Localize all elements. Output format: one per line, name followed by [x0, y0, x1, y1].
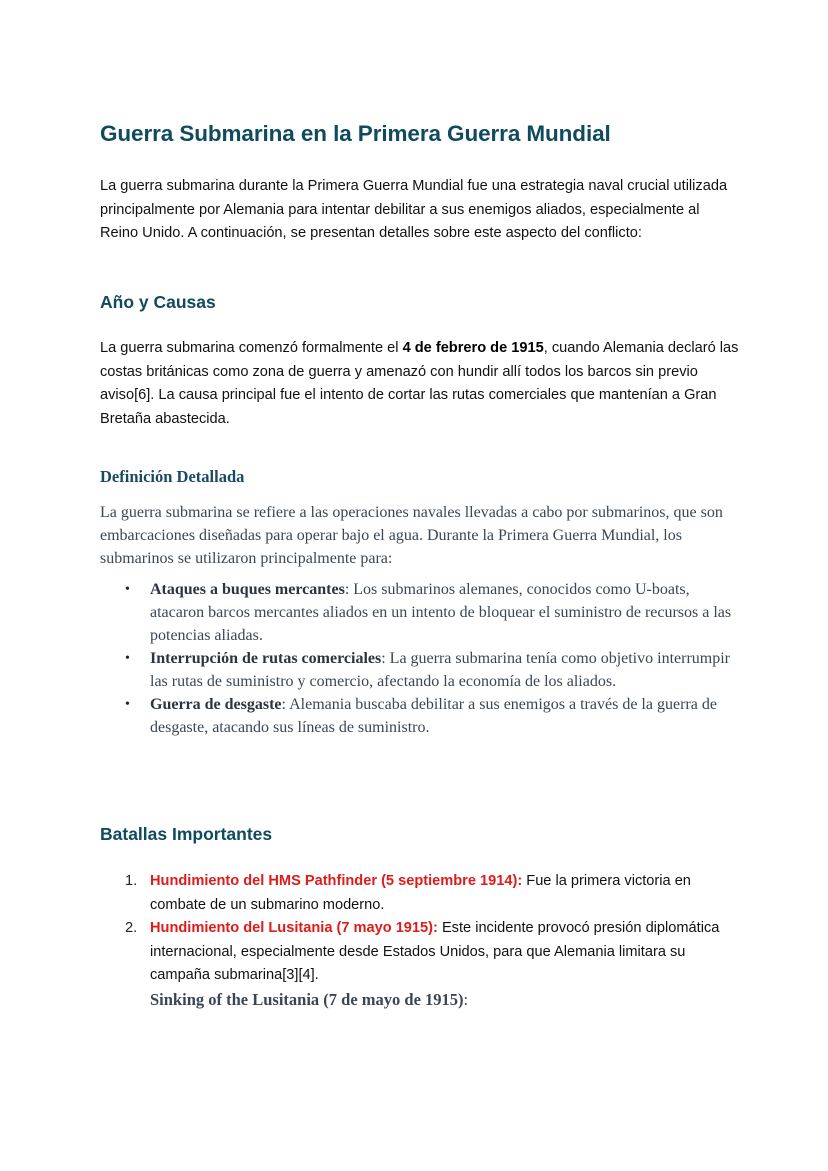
section-heading-causes: Año y Causas [100, 292, 216, 312]
intro-paragraph: La guerra submarina durante la Primera Guerra Mundial fue una estrategia naval crucial utilizada principalmente por Alemania para intentar debilitar a sus enemigos aliados, especialmente al Reino Unido. A continuación, se presentan detalles sobre este aspecto del conflicto: [100, 178, 728, 241]
battle-title: Hundimiento del Lusitania (7 mayo 1915): [150, 920, 438, 936]
list-number: 1. [125, 873, 138, 889]
battle-desc: Este incidente provocó presión diplomática internacional, especialmente desde Estados Unidos, para que Alemania limitara su campaña submarina[3][4]. [150, 920, 720, 983]
bullet-term: Guerra de desgaste [150, 696, 282, 713]
list-item [100, 693, 740, 739]
section-heading-definition: Definición Detallada [100, 467, 245, 486]
document-title: Guerra Submarina en la Primera Guerra Mundial [100, 121, 611, 146]
bullet-icon: • [125, 651, 130, 666]
battle-title: Hundimiento del HMS Pathfinder (5 septiembre 1914): [150, 873, 523, 889]
bullet-icon: • [125, 697, 130, 712]
bullet-term: Interrupción de rutas comerciales [150, 650, 382, 667]
battle-subheading-text: Sinking of the Lusitania (7 de mayo de 1915) [150, 989, 464, 1009]
bullet-icon: • [125, 582, 130, 597]
battle-desc: Fue la primera victoria en combate de un submarino moderno. [150, 873, 691, 913]
battles-numbered-list [100, 870, 740, 1011]
battle-subheading-colon: : [463, 989, 469, 1009]
bullet-desc: : Alemania buscaba debilitar a sus enemigos a través de la guerra de desgaste, atacando sus líneas de suministro. [150, 696, 717, 736]
bullet-desc: : Los submarinos alemanes, conocidos como U-boats, atacaron barcos mercantes aliados en un intento de bloquear el suministro de recursos a las potencias aliadas. [150, 581, 732, 644]
definition-bullet-list [100, 578, 740, 739]
causes-text-before: La guerra submarina comenzó formalmente el [100, 340, 403, 356]
battle-subheading [150, 988, 740, 1011]
causes-text-after: , cuando Alemania declaró las costas británicas como zona de guerra y amenazó con hundir allí todos los barcos sin previo aviso[6]. La causa principal fue el intento de cortar las rutas comerciales que mantenían a Gran Bretaña abastecida. [100, 340, 739, 427]
definition-paragraph: La guerra submarina se refiere a las operaciones navales llevadas a cabo por submarinos, que son embarcaciones diseñadas para operar bajo el agua. Durante la Primera Guerra Mundial, los submarinos se utilizaron principalmente para: [100, 504, 723, 567]
list-item [100, 870, 740, 917]
list-item [100, 647, 740, 693]
bullet-desc: : La guerra submarina tenía como objetivo interrumpir las rutas de suministro y comercio, afectando la economía de los aliados. [150, 650, 730, 690]
causes-paragraph [100, 337, 740, 431]
bullet-term: Ataques a buques mercantes [150, 581, 345, 598]
list-item [100, 578, 740, 647]
list-number: 2. [125, 920, 138, 936]
list-item [100, 917, 740, 1011]
section-heading-battles: Batallas Importantes [100, 824, 273, 844]
causes-date-bold: 4 de febrero de 1915 [402, 340, 544, 356]
